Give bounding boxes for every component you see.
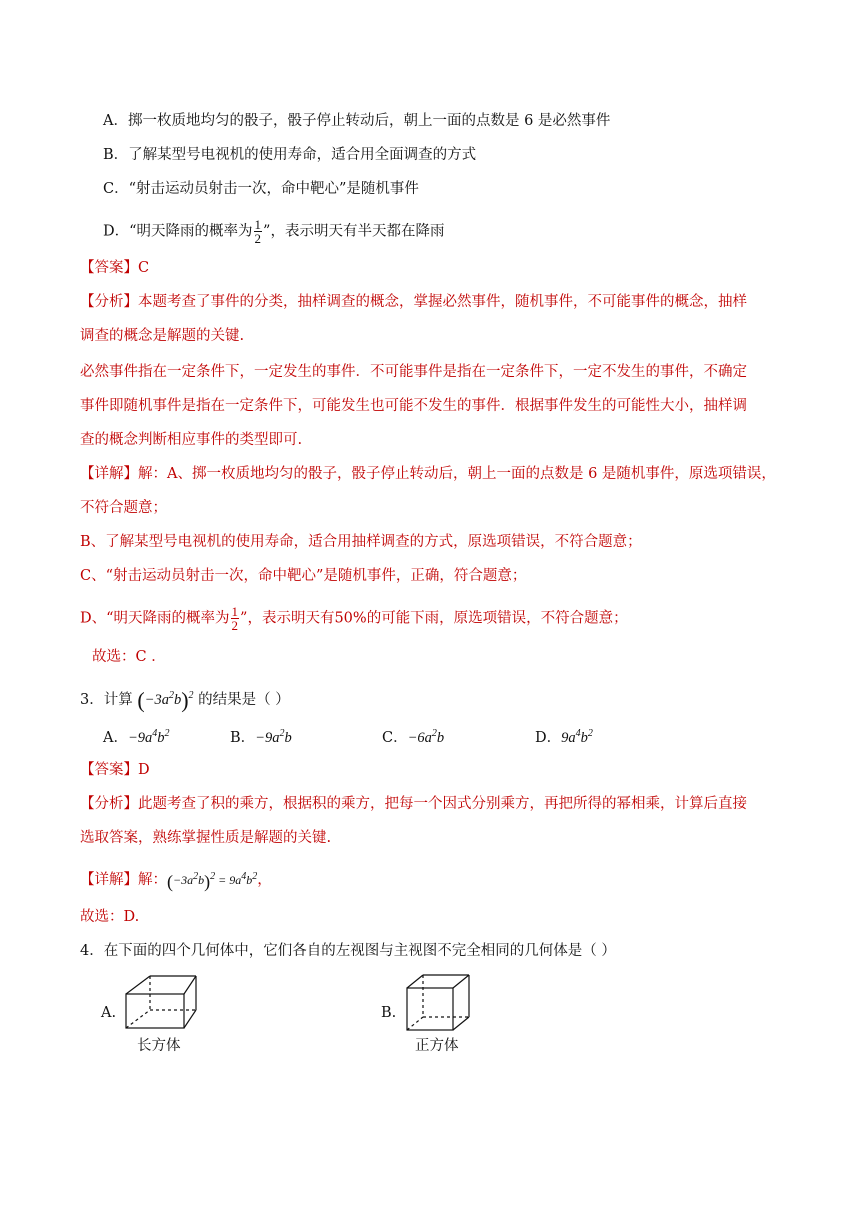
q2-option-d-pre: D．“明天降雨的概率为 bbox=[103, 223, 253, 240]
q3-detail: 【详解】解：$(-3a^2b)^2 = 9a^4b^2$， bbox=[80, 871, 272, 892]
q2-answer: 【答案】C bbox=[80, 260, 150, 276]
fraction: $\frac{1}{2}$ bbox=[254, 217, 262, 246]
q3-analysis-line-1: 【分析】此题考查了积的乘方，根据积的乘方，把每一个因式分别乘方，再把所得的幂相乘，计算后直接 bbox=[80, 796, 747, 812]
q2-option-c: C．“射击运动员射击一次，命中靶心”是随机事件 bbox=[103, 181, 419, 197]
q2-option-b: B．了解某型号电视机的使用寿命，适合用全面调查的方式 bbox=[103, 147, 477, 163]
q3-expression: $(-3a^2b)^2$ bbox=[137, 687, 194, 713]
q3-option-a: A．$-9a^4b^2$ bbox=[103, 728, 170, 746]
q2-detail-line-4: C、“射击运动员射击一次，命中靶心”是随机事件，正确，符合题意； bbox=[80, 568, 527, 584]
q4-option-a-label: A. bbox=[101, 1005, 117, 1021]
fraction: $\frac{1}{2}$ bbox=[231, 604, 239, 633]
q2-choose: 故选：C ． bbox=[92, 649, 166, 665]
q2-detail-d-pre: D、“明天降雨的概率为 bbox=[80, 610, 230, 627]
q3-analysis-line-2: 选取答案，熟练掌握性质是解题的关键. bbox=[80, 830, 332, 846]
q2-detail-line-2: 不符合题意； bbox=[80, 500, 167, 516]
q3-stem bbox=[80, 686, 290, 711]
q3-option-c: C．$-6a^2b$ bbox=[382, 728, 445, 746]
q2-option-a: A．掷一枚质地均匀的骰子，骰子停止转动后，朝上一面的点数是 6 是必然事件 bbox=[103, 113, 611, 129]
q4-stem: 4．在下面的四个几何体中，它们各自的左视图与主视图不完全相同的几何体是（ ） bbox=[80, 943, 616, 959]
q2-option-d-post: ”，表示明天有半天都在降雨 bbox=[263, 223, 445, 240]
q2-analysis-line-2: 调查的概念是解题的关键. bbox=[80, 328, 245, 344]
q2-analysis-line-5: 查的概念判断相应事件的类型即可. bbox=[80, 432, 303, 448]
q2-analysis-line-1: 【分析】本题考查了事件的分类，抽样调查的概念，掌握必然事件，随机事件，不可能事件的概念，抽样 bbox=[80, 294, 747, 310]
q3-detail-expression: $(-3a^2b)^2 = 9a^4b^2$ bbox=[167, 871, 258, 892]
q4-option-a-caption: 长方体 bbox=[137, 1038, 181, 1054]
q2-detail-line-1: 【详解】解：A、掷一枚质地均匀的骰子，骰子停止转动后，朝上一面的点数是 6 是随机事件，原选项错误， bbox=[80, 466, 776, 482]
q2-analysis-line-4: 事件即随机事件是指在一定条件下，可能发生也可能不发生的事件．根据事件发生的可能性大小，抽样调 bbox=[80, 398, 747, 414]
q2-analysis-line-3: 必然事件指在一定条件下，一定发生的事件．不可能事件是指在一定条件下，一定不发生的事件，不确定 bbox=[80, 364, 747, 380]
q3-stem-pre: 3．计算 bbox=[80, 691, 133, 708]
q4-option-b-label: B. bbox=[381, 1005, 397, 1021]
q2-detail-d-post: ”，表示明天有50%的可能下雨，原选项错误，不符合题意； bbox=[240, 610, 628, 627]
cube-figure bbox=[402, 972, 474, 1034]
q4-option-b-caption: 正方体 bbox=[415, 1038, 459, 1054]
q3-option-b: B．$-9a^2b$ bbox=[230, 728, 292, 746]
q3-choose: 故选：D. bbox=[80, 909, 140, 925]
q3-answer: 【答案】D bbox=[80, 762, 150, 778]
q2-detail-line-5 bbox=[80, 605, 628, 632]
cuboid-figure bbox=[120, 972, 200, 1034]
q2-option-d bbox=[103, 218, 444, 245]
q2-detail-line-3: B、了解某型号电视机的使用寿命，适合用抽样调查的方式，原选项错误，不符合题意； bbox=[80, 534, 642, 550]
q3-stem-post: 的结果是（ ） bbox=[198, 691, 290, 708]
q3-option-d: D．$9a^4b^2$ bbox=[535, 728, 593, 746]
